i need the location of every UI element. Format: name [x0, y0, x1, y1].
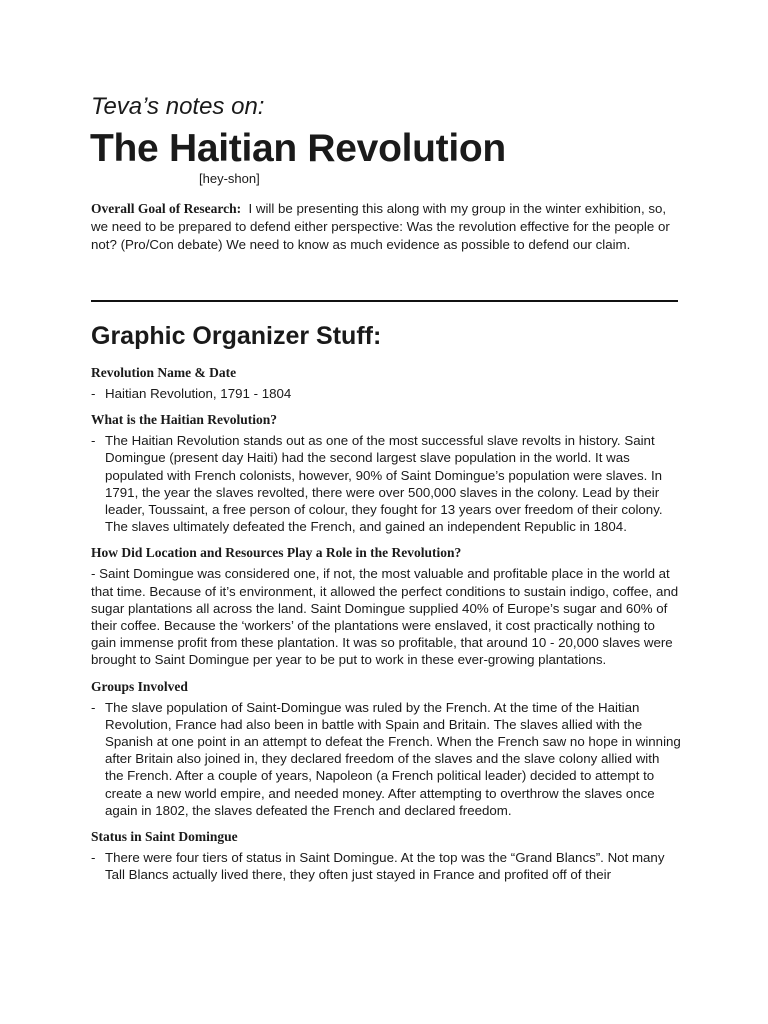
section-location-resources — [91, 544, 681, 668]
section-status-saint-domingue — [91, 828, 681, 883]
dash-marker: - — [91, 850, 96, 866]
bullet-item — [91, 432, 681, 535]
dash-marker: - — [91, 699, 96, 715]
bullet-item — [91, 699, 681, 819]
pronunciation-note: [hey-shon] — [199, 171, 260, 186]
bullet-item — [91, 385, 681, 402]
section-heading: Groups Involved — [91, 678, 188, 694]
bullet-text: The slave population of Saint-Domingue was ruled by the French. At the time of the Haitian Revolution, France had also been in battle with Spain and Britain. The slaves allied with the Spanish at one point in an attempt to defeat the French. When the French saw no hope in winning after Britain also joined in, they declared freedom of the slaves and the slave colony allied with the French. After a couple of years, Napoleon (a French political leader) decided to attempt to create a new world empire, and needed money. After attempting to overthrow the slaves once again in 1802, the slaves defeated the French and declared freedom. — [105, 699, 681, 818]
section-what-is-revolution — [91, 411, 681, 535]
research-goal-paragraph — [91, 200, 681, 254]
section-heading: What is the Haitian Revolution? — [91, 412, 278, 428]
section-revolution-name-date — [91, 364, 681, 402]
bullet-text: There were four tiers of status in Saint Domingue. At the top was the “Grand Blancs”. Not many Tall Blancs actually lived there, they often just stayed in France and profited off of their — [105, 850, 665, 883]
dash-marker: - — [91, 386, 96, 401]
section-title: Graphic Organizer Stuff: — [91, 322, 382, 350]
organizer-body — [91, 364, 681, 892]
bullet-text: Haitian Revolution, 1791 - 1804 — [105, 386, 292, 401]
paragraph-text: - Saint Domingue was considered one, if not, the most valuable and profitable place in the world at that time. Because of it’s environment, it allowed the perfect conditions to sustain indigo, coffee, and sugar plantations all across the land. Saint Domingue supplied 40% of Europe’s sugar and 60% of their coffee. Because the ‘workers’ of the plantations were enslaved, it cost practically nothing to gain immense profit from these plantation. It was so profitable, that around 10 - 20,000 slaves were brought to Saint Domingue per year to be put to work in these ever-growing plantations. — [91, 566, 679, 668]
section-heading: Revolution Name & Date — [91, 365, 237, 380]
research-goal-text: I will be presenting this along with my group in the winter exhibition, so, we need to be prepared to defend either perspective: Was the revolution effective for the people or not? (Pro/Con debate) We need to know as much evidence as possible to defend our claim. — [91, 201, 670, 252]
notes-subtitle: Teva’s notes on: — [91, 93, 265, 120]
bullet-item — [91, 849, 681, 883]
section-heading: How Did Location and Resources Play a Role in the Revolution? — [91, 545, 462, 561]
section-groups-involved — [91, 678, 681, 819]
research-goal-label: Overall Goal of Research: — [91, 201, 242, 216]
page-title: The Haitian Revolution — [90, 127, 506, 170]
horizontal-divider — [91, 300, 678, 302]
bullet-text: The Haitian Revolution stands out as one of the most successful slave revolts in history. Saint Domingue (present day Haiti) had the second largest slave population in the world. It was populated with French colonists, however, 90% of Saint Domingue’s population were slaves. In 1791, the year the slaves revolted, there were over 500,000 slaves in the colony. Lead by their leader, Toussaint, a free person of colour, they fought for 13 years over freedom of their colony. The slaves ultimately defeated the French, and gained an independent Republic in 1804. — [105, 433, 663, 535]
dash-marker: - — [91, 433, 96, 449]
section-heading: Status in Saint Domingue — [91, 829, 238, 845]
